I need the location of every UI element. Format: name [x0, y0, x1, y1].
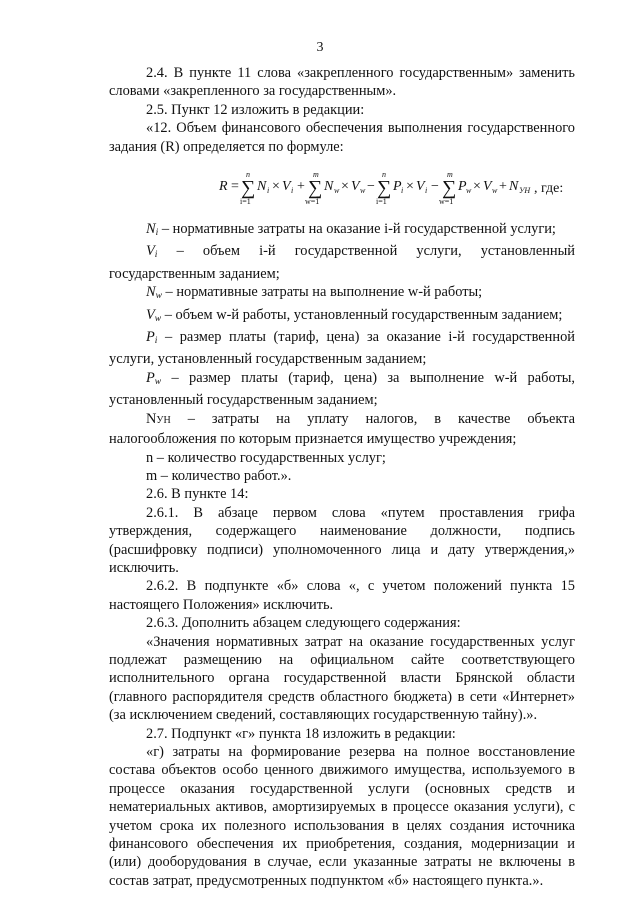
sum4-upper: m: [447, 170, 453, 180]
sum1-upper: n: [246, 170, 250, 180]
plus2: +: [499, 179, 507, 195]
sum2-sigma: ∑: [308, 177, 323, 200]
paragraph-2-6-2: 2.6.2. В подпункте «б» слова «, с учетом положений пункта 15 настоящего Положения» исключить.: [109, 578, 575, 613]
times2: ×: [341, 179, 349, 195]
plus1: +: [297, 179, 305, 195]
pw-sub: w: [466, 186, 472, 196]
def-vi: $V_i$ – объем i-й государственной услуги, установленный государственным заданием;: [109, 243, 575, 282]
formula-lhs: R: [219, 179, 228, 195]
times4: ×: [473, 179, 481, 195]
pi-sub: i: [401, 186, 404, 196]
minus1: −: [367, 179, 375, 195]
def-pi: $P_i$ – размер платы (тариф, цена) за оказание i-й государственной услуги, установленный государственным заданием;: [109, 329, 575, 368]
vi2-sub: i: [425, 186, 428, 196]
nw-term: N: [324, 179, 334, 195]
paragraph-2-6-3: 2.6.3. Дополнить абзацем следующего содержания:: [146, 615, 461, 632]
vi2-term: V: [416, 179, 425, 195]
def-nw: $N_w$ – нормативные затраты на выполнение w-й работы;: [146, 284, 483, 302]
ni-term: N: [257, 179, 267, 195]
times1: ×: [272, 179, 280, 195]
document-body: [109, 64, 575, 890]
sum1-lower: i=1: [240, 197, 251, 207]
nyh-term: N: [509, 179, 519, 195]
formula-svg: [109, 156, 575, 220]
paragraph-2-7: 2.7. Подпункт «г» пункта 18 изложить в редакции:: [146, 725, 456, 742]
paragraph-2-6: 2.6. В пункте 14:: [146, 486, 249, 503]
sum4-lower: w=1: [439, 197, 454, 207]
formula-where: , где:: [534, 181, 564, 197]
sum2-lower: w=1: [305, 197, 320, 207]
sum3-sigma: ∑: [377, 177, 392, 200]
pi-term: P: [393, 179, 402, 195]
def-n: n – количество государственных услуг;: [146, 449, 386, 466]
sum1-sigma: ∑: [241, 177, 256, 200]
vi-term: V: [282, 179, 291, 195]
ni-sub: i: [267, 186, 270, 196]
formula-eq: =: [231, 179, 239, 195]
def-ni: $N_i$ – нормативные затраты на оказание i-й государственной услуги;: [146, 221, 556, 239]
sum3-lower: i=1: [376, 197, 387, 207]
minus2: −: [431, 179, 439, 195]
vw2-sub: w: [492, 186, 498, 196]
paragraph-2-6-1: 2.6.1. В абзаце первом слова «путем проставления грифа утверждения, содержащего наименование должности, подпись (расшифровку подписи) уполномоченного лица и дату утверждения,» исключить.: [109, 504, 575, 576]
def-nyh: NУН – затраты на уплату налогов, в качестве объекта налогообложения по которым признается имущество учреждения;: [109, 410, 575, 448]
paragraph-2-6-3-quote: «Значения нормативных затрат на оказание государственных услуг подлежат размещению на официальном сайте соответствующего исполнительного органа государственной власти Брянской области (главного распорядителя средств областного бюджета) в сети «Интернет» (за исключением сведений, составляющих государственную тайну).».: [109, 633, 575, 724]
vw2-term: V: [483, 179, 492, 195]
page-number: 3: [316, 40, 324, 55]
nyh-sub: УН: [519, 186, 531, 196]
paragraph-2-5: 2.5. Пункт 12 изложить в редакции:: [146, 101, 365, 118]
vw-term: V: [351, 179, 360, 195]
def-pw: $P_w$ – размер платы (тариф, цена) за выполнение w-й работы, установленный государственным заданием;: [109, 369, 575, 409]
sum4-sigma: ∑: [442, 177, 457, 200]
vw-sub: w: [360, 186, 366, 196]
def-vw: $V_w$ – объем w-й работы, установленный государственным заданием;: [146, 306, 563, 324]
nw-sub: w: [334, 186, 340, 196]
times3: ×: [406, 179, 414, 195]
def-m: m – количество работ.».: [146, 467, 292, 484]
paragraph-12: «12. Объем финансового обеспечения выполнения государственного задания (R) определяется по формуле:: [109, 120, 575, 155]
vi-sub: i: [291, 186, 294, 196]
pw-term: P: [458, 179, 467, 195]
sum2-upper: m: [313, 170, 319, 180]
sum3-upper: n: [382, 170, 386, 180]
paragraph-2-4: 2.4. В пункте 11 слова «закрепленного государственным» заменить словами «закрепленного за государственным».: [109, 65, 575, 100]
formula: [109, 156, 575, 220]
paragraph-2-7-quote: «г) затраты на формирование резерва на полное восстановление состава объектов особо ценного движимого имущества, используемого в процессе оказания государственной услуги (основных средств и нематериальных активов, амортизируемых в процессе оказания услуги), с учетом срока их полезного использования в целях создания источника финансового обеспечения их приобретения, создания, модернизации и (или) дооборудования в случае, если указанные затраты не включены в состав затрат, предусмотренных подпунктом «б» настоящего пункта.».: [109, 744, 575, 889]
